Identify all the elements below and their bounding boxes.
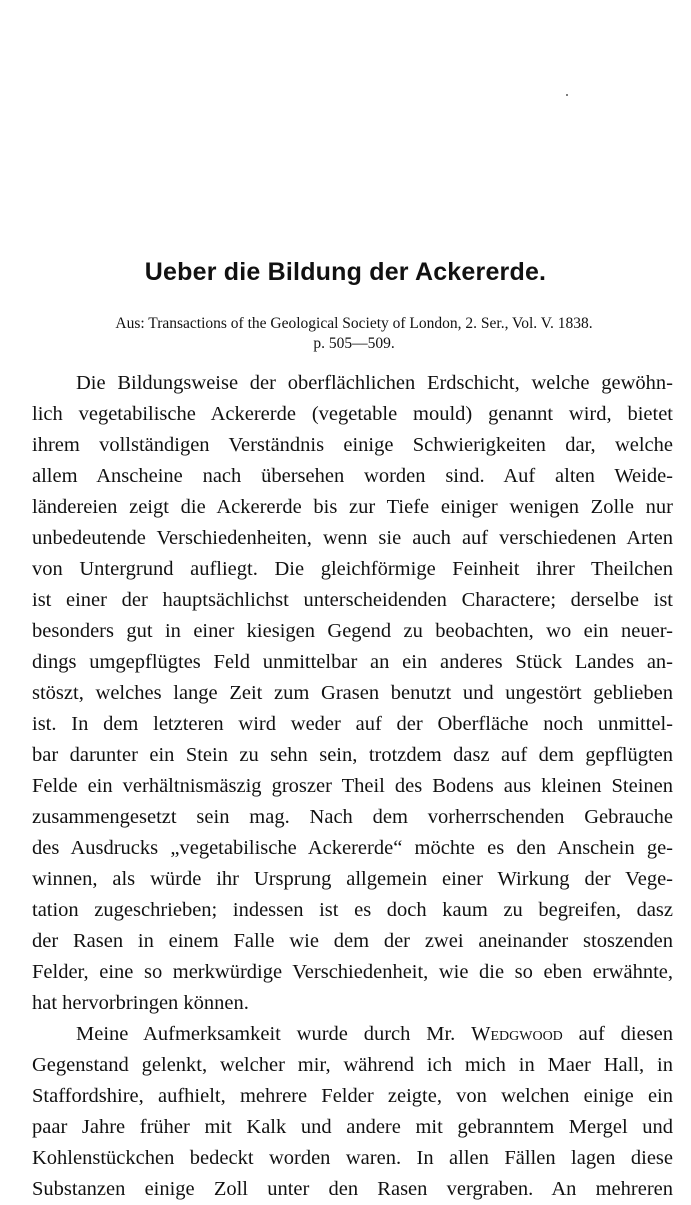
text-line: lich vegetabilische Ackererde (vegetable mould) genannt wird, bietet (32, 403, 673, 425)
body-text (32, 368, 673, 1205)
text-line: ist. In dem letzteren wird weder auf der Oberfläche noch unmittel- (32, 713, 673, 735)
text-line: allem Anscheine nach übersehen worden sind. Auf alten Weide- (32, 465, 673, 487)
text-line: des Ausdrucks „vegetabilische Ackererde“ möchte es den Anschein ge- (32, 837, 673, 859)
text-line: Substanzen einige Zoll unter den Rasen vergraben. An mehreren (32, 1178, 673, 1200)
paragraph-2 (32, 1019, 673, 1205)
text-line: von Untergrund aufliegt. Die gleichförmige Feinheit ihrer Theilchen (32, 558, 673, 580)
text-line: dings umgepflügtes Feld unmittelbar an ein anderes Stück Landes an- (32, 651, 673, 673)
text-line: Staffordshire, aufhielt, mehrere Felder zeigte, von welchen einige ein (32, 1085, 673, 1107)
text-line: Die Bildungsweise der oberflächlichen Erdschicht, welche gewöhn- (76, 372, 673, 394)
text-line: paar Jahre früher mit Kalk und andere mit gebranntem Mergel und (32, 1116, 673, 1138)
source-citation (44, 314, 664, 354)
source-line-1: Aus: Transactions of the Geological Society of London, 2. Ser., Vol. V. 1838. (115, 315, 593, 332)
text-line: ist einer der hauptsächlichst unterscheidenden Charactere; derselbe ist (32, 589, 673, 611)
text-line: unbedeutende Verschiedenheiten, wenn sie auch auf verschiedenen Arten (32, 527, 673, 549)
text-fragment: auf diesen (578, 1023, 674, 1045)
person-name: Wedgwood (471, 1023, 563, 1045)
text-line: besonders gut in einer kiesigen Gegend zu beobachten, wo ein neuer- (32, 620, 673, 642)
text-line: ländereien zeigt die Ackererde bis zur Tiefe einiger wenigen Zolle nur (32, 496, 673, 518)
text-line: stöszt, welches lange Zeit zum Grasen benutzt und ungestört geblieben (32, 682, 673, 704)
paragraph-1 (32, 368, 673, 1019)
text-line: ihrem vollständigen Verständnis einige Schwierigkeiten dar, welche (32, 434, 673, 456)
text-line: Gegenstand gelenkt, welcher mir, während ich mich in Maer Hall, in (32, 1054, 673, 1076)
text-line: winnen, als würde ihr Ursprung allgemein einer Wirkung der Vege- (32, 868, 673, 890)
text-line: der Rasen in einem Falle wie dem der zwei aneinander stoszenden (32, 930, 673, 952)
article-title: Ueber die Bildung der Ackererde. (144, 258, 547, 286)
text-line: tation zugeschrieben; indessen ist es doch kaum zu begreifen, dasz (32, 899, 673, 921)
text-line: zusammengesetzt sein mag. Nach dem vorherrschenden Gebrauche (32, 806, 673, 828)
text-line: Kohlenstückchen bedeckt worden waren. In allen Fällen lagen diese (32, 1147, 673, 1169)
text-line (32, 1019, 673, 1050)
text-line: bar darunter ein Stein zu sehn sein, trotzdem dasz auf dem gepflügten (32, 744, 673, 766)
text-fragment: Meine Aufmerksamkeit wurde durch Mr. (76, 1023, 456, 1045)
text-line: Felde ein verhältnismäszig groszer Theil des Bodens aus kleinen Steinen (32, 775, 673, 797)
print-speck (566, 94, 568, 96)
text-line: Felder, eine so merkwürdige Verschiedenheit, wie die so eben erwähnte, (32, 961, 673, 983)
source-line-2: p. 505—509. (313, 335, 395, 352)
text-line: hat hervorbringen können. (32, 992, 249, 1014)
